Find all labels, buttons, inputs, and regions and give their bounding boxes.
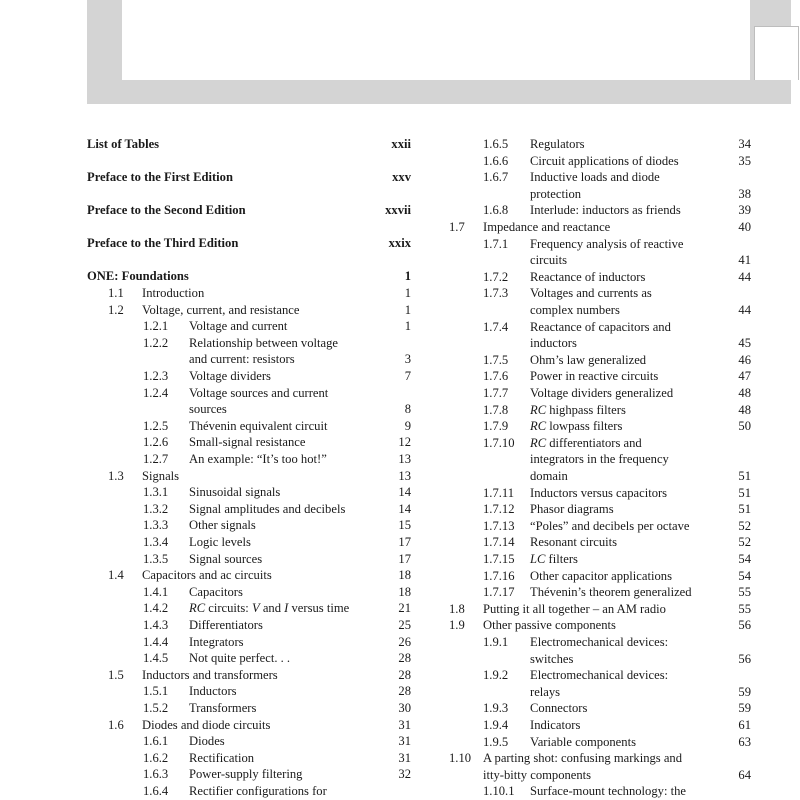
toc-title: Signal amplitudes and decibels bbox=[189, 501, 346, 516]
toc-title: Diodes and diode circuits bbox=[142, 717, 271, 732]
toc-title: Indicators bbox=[530, 718, 581, 732]
toc-number: 1.2 bbox=[108, 302, 124, 317]
toc-title: Resonant circuits bbox=[530, 535, 618, 550]
toc-number: 1.7.3 bbox=[483, 286, 509, 301]
toc-title: ONE: Foundations bbox=[87, 269, 189, 284]
toc-title: and current: resistors bbox=[189, 352, 295, 367]
toc-subsection[interactable] bbox=[0, 717, 800, 734]
toc-title: RC highpass filters bbox=[530, 402, 626, 417]
toc-page-number: 61 bbox=[738, 718, 751, 732]
toc-number: 1.3.4 bbox=[143, 535, 169, 549]
toc-subsection[interactable] bbox=[0, 402, 800, 419]
toc-page-number: 1 bbox=[404, 286, 411, 300]
toc-subsection[interactable] bbox=[0, 153, 800, 170]
toc-title: Circuit applications of diodes bbox=[530, 153, 679, 168]
toc-title: Logic levels bbox=[189, 535, 251, 549]
toc-number: 1.6.2 bbox=[143, 750, 169, 765]
toc-subsection[interactable] bbox=[0, 485, 800, 502]
toc-section[interactable] bbox=[0, 219, 800, 236]
toc-page-number: 52 bbox=[738, 518, 751, 533]
toc-title: Thévenin’s theorem generalized bbox=[530, 585, 692, 600]
toc-number: 1.2.4 bbox=[143, 385, 169, 400]
toc-subsection[interactable] bbox=[0, 700, 800, 717]
italic-symbol: I bbox=[284, 601, 289, 616]
toc-title: Preface to the First Edition bbox=[87, 170, 233, 185]
toc-subsection[interactable] bbox=[0, 584, 800, 601]
toc-subsection[interactable] bbox=[0, 734, 800, 751]
toc-title: Integrators bbox=[189, 634, 244, 649]
toc-number: 1.9.5 bbox=[483, 734, 509, 749]
toc-number: 1.2.6 bbox=[143, 435, 169, 450]
toc-title: Voltage, current, and resistance bbox=[142, 302, 300, 317]
toc-page-number: 8 bbox=[404, 402, 411, 417]
toc-page-number: 1 bbox=[404, 269, 411, 284]
toc-number: 1.7.10 bbox=[483, 435, 515, 450]
toc-number: 1.9 bbox=[449, 618, 465, 633]
toc-title: RC circuits: V and I versus time bbox=[189, 601, 350, 616]
toc-number: 1.8 bbox=[449, 601, 465, 616]
toc-number: 1.7.11 bbox=[483, 485, 515, 500]
toc-number: 1.9.3 bbox=[483, 701, 509, 716]
toc-subsection[interactable] bbox=[0, 319, 800, 352]
toc-title: Capacitors and ac circuits bbox=[142, 568, 272, 583]
toc-number: 1.4.5 bbox=[143, 651, 169, 666]
toc-page-number: 25 bbox=[398, 618, 411, 632]
toc-page-number: 50 bbox=[738, 419, 751, 434]
header-frame bbox=[122, 0, 750, 80]
italic-symbol: RC bbox=[530, 435, 547, 450]
toc-number: 1.6.7 bbox=[483, 170, 509, 185]
toc-subsection[interactable] bbox=[0, 285, 800, 318]
toc-page-number: 44 bbox=[738, 302, 751, 317]
toc-title: Preface to the Second Edition bbox=[87, 203, 246, 218]
toc-page-number: 14 bbox=[398, 485, 411, 500]
toc-number: 1.4.1 bbox=[143, 584, 169, 599]
toc-number: 1.2.7 bbox=[143, 452, 169, 466]
toc-number: 1.2.2 bbox=[143, 335, 169, 350]
toc-title: Other capacitor applications bbox=[530, 568, 672, 583]
toc-number: 1.7.12 bbox=[483, 502, 515, 517]
toc-title: Rectification bbox=[189, 750, 255, 765]
toc-number: 1.4 bbox=[108, 568, 124, 583]
toc-title: Regulators bbox=[530, 137, 585, 151]
toc-number: 1.7 bbox=[449, 220, 465, 234]
toc-title: Transformers bbox=[189, 701, 257, 715]
toc-title: inductors bbox=[530, 336, 577, 351]
toc-page-number: 3 bbox=[404, 352, 411, 367]
toc-page-number: xxii bbox=[391, 137, 411, 151]
toc-title: Voltage dividers generalized bbox=[530, 386, 674, 400]
toc-number: 1.6 bbox=[108, 717, 124, 732]
toc-title: Signals bbox=[142, 468, 180, 483]
toc-title: Inductive loads and diode bbox=[530, 170, 660, 185]
toc-title: Capacitors bbox=[189, 584, 243, 599]
toc-title: itty-bitty components bbox=[483, 767, 592, 782]
toc-title: An example: “It’s too hot!” bbox=[189, 452, 327, 466]
toc-title: Ohm’s law generalized bbox=[530, 352, 647, 367]
toc-title: Reactance of inductors bbox=[530, 269, 646, 284]
toc-title: Relationship between voltage bbox=[189, 335, 338, 350]
toc-page-number: 38 bbox=[738, 186, 751, 201]
toc-page-number: 28 bbox=[398, 667, 411, 682]
toc-number: 1.7.5 bbox=[483, 352, 509, 367]
toc-title: Impedance and reactance bbox=[483, 220, 611, 234]
toc-page-number: 40 bbox=[738, 220, 751, 234]
toc-title: Reactance of capacitors and bbox=[530, 319, 671, 334]
toc-title: Differentiators bbox=[189, 618, 263, 632]
toc-page-number: 13 bbox=[398, 452, 411, 466]
toc-page-number: 56 bbox=[738, 618, 751, 633]
toc-number: 1.1 bbox=[108, 286, 124, 300]
toc-section[interactable] bbox=[0, 617, 800, 634]
toc-subsection[interactable] bbox=[0, 136, 800, 153]
toc-title: complex numbers bbox=[530, 302, 620, 317]
toc-number: 1.4.3 bbox=[143, 618, 169, 632]
toc-number: 1.5.1 bbox=[143, 684, 169, 699]
toc-subsection[interactable] bbox=[0, 352, 800, 369]
toc-page-number: 63 bbox=[738, 734, 751, 749]
toc-page-number: 48 bbox=[738, 402, 751, 417]
toc-subsection[interactable] bbox=[0, 534, 800, 551]
toc-title: LC filters bbox=[530, 552, 578, 566]
toc-title: Voltage and current bbox=[189, 319, 288, 334]
toc-page-number: 47 bbox=[738, 369, 751, 384]
toc-section[interactable] bbox=[0, 750, 800, 783]
toc-page-number: 17 bbox=[398, 551, 411, 566]
toc-title: “Poles” and decibels per octave bbox=[530, 518, 690, 533]
toc-number: 1.2.5 bbox=[143, 418, 169, 433]
toc-title: sources bbox=[189, 402, 227, 417]
toc-number: 1.7.15 bbox=[483, 552, 515, 566]
toc-title: Not quite perfect. . . bbox=[189, 651, 291, 666]
toc-title: domain bbox=[530, 468, 568, 483]
toc-number: 1.7.1 bbox=[483, 236, 509, 251]
toc-number: 1.9.1 bbox=[483, 635, 509, 649]
toc-subsection[interactable] bbox=[0, 202, 800, 219]
toc-title: Other signals bbox=[189, 518, 256, 533]
toc-number: 1.2.1 bbox=[143, 319, 169, 334]
toc-page-number: 1 bbox=[404, 302, 411, 317]
toc-title: Putting it all together – an AM radio bbox=[483, 601, 666, 616]
toc-page-number: 35 bbox=[738, 153, 751, 168]
toc-page-number: 14 bbox=[398, 501, 411, 516]
header-notch bbox=[754, 26, 799, 80]
toc-title: integrators in the frequency bbox=[530, 452, 669, 467]
toc-title: A parting shot: confusing markings and bbox=[483, 751, 683, 766]
toc-page-number: 18 bbox=[398, 568, 411, 583]
toc-number: 1.10 bbox=[449, 751, 472, 766]
toc-title: Inductors and transformers bbox=[142, 667, 278, 682]
toc-section[interactable] bbox=[0, 601, 800, 618]
toc-number: 1.5 bbox=[108, 667, 124, 682]
toc-page-number: 64 bbox=[738, 767, 751, 782]
toc-number: 1.4.4 bbox=[143, 634, 169, 649]
toc-title: switches bbox=[530, 651, 574, 666]
toc-page-number: 51 bbox=[738, 468, 751, 483]
toc-title: Signal sources bbox=[189, 551, 263, 566]
toc-page-number: 7 bbox=[404, 369, 411, 383]
toc-title: List of Tables bbox=[87, 137, 160, 151]
toc-number: 1.7.16 bbox=[483, 568, 515, 583]
toc-number: 1.3.3 bbox=[143, 518, 169, 533]
toc-number: 1.7.2 bbox=[483, 269, 509, 284]
toc-number: 1.4.2 bbox=[143, 601, 169, 616]
toc-subsection[interactable] bbox=[0, 169, 800, 202]
toc-page-number: xxv bbox=[392, 170, 411, 185]
toc-page-number: 55 bbox=[738, 601, 751, 616]
toc-title: Voltages and currents as bbox=[530, 286, 652, 301]
toc-number: 1.2.3 bbox=[143, 369, 169, 383]
toc-number: 1.7.13 bbox=[483, 518, 515, 533]
toc-number: 1.6.5 bbox=[483, 137, 509, 151]
toc-title: Connectors bbox=[530, 701, 588, 716]
toc-number: 1.3.1 bbox=[143, 485, 169, 500]
toc-title: Power in reactive circuits bbox=[530, 369, 659, 384]
toc-page-number: 18 bbox=[398, 584, 411, 599]
toc-title: circuits bbox=[530, 253, 568, 268]
toc-page-number: 45 bbox=[738, 336, 751, 351]
toc-page-number: 30 bbox=[398, 701, 411, 715]
toc-page-number: 31 bbox=[398, 750, 411, 765]
italic-symbol: RC bbox=[189, 601, 206, 616]
toc-subsection[interactable] bbox=[0, 418, 800, 435]
toc-subsection[interactable] bbox=[0, 667, 800, 700]
toc-title: Variable components bbox=[530, 734, 636, 749]
toc-title: Rectifier configurations for bbox=[189, 784, 327, 798]
toc-page-number: 54 bbox=[738, 552, 751, 566]
toc-page-number: 28 bbox=[398, 684, 411, 699]
toc-page-number: 52 bbox=[738, 535, 751, 550]
toc-number: 1.7.14 bbox=[483, 535, 515, 550]
toc-page-number: 51 bbox=[738, 502, 751, 517]
toc-title: Power-supply filtering bbox=[189, 767, 303, 782]
toc-title: Electromechanical devices: bbox=[530, 635, 669, 649]
toc-number: 1.6.4 bbox=[143, 784, 169, 798]
toc-title: Inductors bbox=[189, 684, 237, 699]
toc-number: 1.9.4 bbox=[483, 718, 509, 732]
toc-title: Frequency analysis of reactive bbox=[530, 236, 684, 251]
toc-subsection[interactable] bbox=[0, 501, 800, 518]
toc-title: Preface to the Third Edition bbox=[87, 236, 239, 251]
toc-title: relays bbox=[530, 684, 561, 699]
toc-page-number: 59 bbox=[738, 684, 751, 699]
toc-title: RC differentiators and bbox=[530, 435, 642, 450]
italic-symbol: RC bbox=[530, 419, 547, 434]
toc-page-number: 28 bbox=[398, 651, 411, 666]
toc-page-number: 1 bbox=[404, 319, 411, 334]
toc-page-number: 15 bbox=[398, 518, 411, 533]
toc-number: 1.7.8 bbox=[483, 402, 509, 417]
toc-page-number: 39 bbox=[738, 203, 751, 218]
toc-number: 1.7.7 bbox=[483, 386, 509, 400]
toc-title: Sinusoidal signals bbox=[189, 485, 281, 500]
toc-number: 1.3.5 bbox=[143, 551, 169, 566]
toc-title: Interlude: inductors as friends bbox=[530, 203, 681, 218]
toc-subsection[interactable] bbox=[0, 783, 800, 800]
toc-page-number: xxix bbox=[388, 236, 411, 251]
italic-symbol: LC bbox=[530, 552, 546, 566]
toc-number: 1.6.8 bbox=[483, 203, 509, 218]
toc-title: Surface-mount technology: the bbox=[530, 784, 686, 799]
toc-page-number: 44 bbox=[738, 269, 751, 284]
toc-page-number: 9 bbox=[404, 418, 411, 433]
toc-page-number: 46 bbox=[738, 352, 751, 367]
toc-title: Diodes bbox=[189, 734, 225, 749]
toc-page-number: 59 bbox=[738, 701, 751, 716]
toc-number: 1.5.2 bbox=[143, 701, 169, 715]
toc-page-number: 56 bbox=[738, 651, 751, 666]
toc-page-number: 34 bbox=[738, 137, 751, 151]
toc-number: 1.7.6 bbox=[483, 369, 509, 384]
toc-number: 1.7.9 bbox=[483, 419, 509, 434]
toc-page-number: 41 bbox=[738, 253, 751, 268]
toc-page-number: 13 bbox=[398, 468, 411, 483]
toc-number: 1.9.2 bbox=[483, 668, 509, 683]
toc-subsection[interactable] bbox=[0, 236, 800, 269]
toc-subsection[interactable] bbox=[0, 368, 800, 385]
toc-number: 1.3 bbox=[108, 468, 124, 483]
toc-title: Electromechanical devices: bbox=[530, 668, 669, 683]
toc-subsection[interactable] bbox=[0, 568, 800, 585]
toc-page-number: 31 bbox=[398, 717, 411, 732]
toc-page-number: 12 bbox=[398, 435, 411, 450]
toc-title: protection bbox=[530, 186, 582, 201]
toc-page-number: 26 bbox=[398, 634, 411, 649]
toc-title: Thévenin equivalent circuit bbox=[189, 418, 328, 433]
toc-title: Voltage sources and current bbox=[189, 385, 329, 400]
toc-title: Voltage dividers bbox=[189, 369, 271, 383]
toc-page-number: 51 bbox=[738, 485, 751, 500]
toc-title: RC lowpass filters bbox=[530, 419, 623, 434]
toc-page-number: 48 bbox=[738, 386, 751, 400]
toc-number: 1.10.1 bbox=[483, 784, 515, 799]
toc-title: Inductors versus capacitors bbox=[530, 485, 668, 500]
toc-page-number: 54 bbox=[738, 568, 751, 583]
toc-page-number: 17 bbox=[398, 535, 411, 549]
toc-number: 1.7.17 bbox=[483, 585, 515, 600]
toc-number: 1.6.3 bbox=[143, 767, 169, 782]
toc-number: 1.6.1 bbox=[143, 734, 169, 749]
toc-page-number: 31 bbox=[398, 734, 411, 749]
toc-subsection[interactable] bbox=[0, 385, 800, 402]
italic-symbol: V bbox=[251, 601, 260, 616]
toc-number: 1.3.2 bbox=[143, 501, 169, 516]
toc-page-number: xxvii bbox=[385, 203, 411, 218]
italic-symbol: RC bbox=[530, 402, 547, 417]
toc-page-number: 21 bbox=[398, 601, 411, 616]
toc-subsection[interactable] bbox=[0, 435, 800, 485]
toc-subsection[interactable] bbox=[0, 634, 800, 667]
toc-subsection[interactable] bbox=[0, 551, 800, 568]
toc-subsection[interactable] bbox=[0, 518, 800, 535]
toc-title: Introduction bbox=[142, 286, 205, 300]
toc-subsection[interactable] bbox=[0, 269, 800, 286]
toc-title: Other passive components bbox=[483, 618, 616, 633]
toc-page-number: 55 bbox=[738, 585, 751, 600]
toc-number: 1.7.4 bbox=[483, 319, 509, 334]
toc-title: Small-signal resistance bbox=[189, 435, 306, 450]
toc-title: Phasor diagrams bbox=[530, 502, 614, 517]
toc-page-number: 32 bbox=[398, 767, 411, 782]
toc-number: 1.6.6 bbox=[483, 153, 509, 168]
